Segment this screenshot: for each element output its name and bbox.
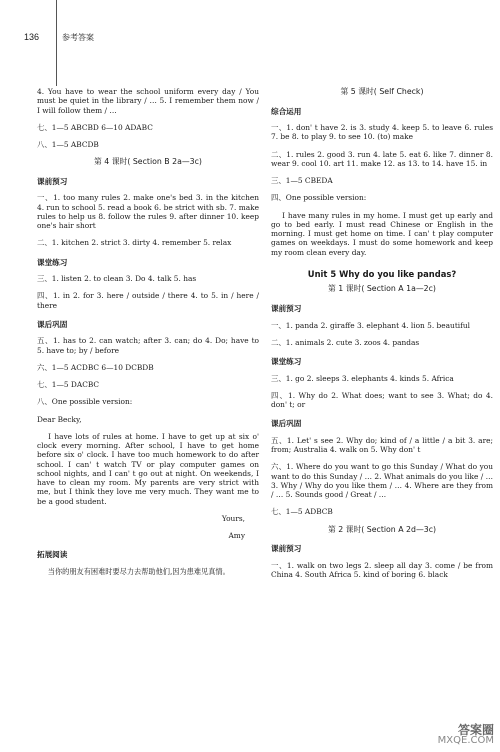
sample-essay: I have many rules in my home. I must get up early and go to bed early. I must read Chinese or English in the morning. I must get home on time. I can' t play computer games on weekdays. I must do some homework and keep my room clean every day. [271, 210, 493, 257]
answer-line: 4. You have to wear the school uniform every day / You must be quiet in the library / … 5. I remember them now / I will follow them / … [37, 87, 259, 115]
lesson-title: 第 1 课时( Section A 1a—2c) [328, 284, 436, 294]
section-heading: 拓展阅读 [37, 550, 68, 560]
answer-line: 六、1. Where do you want to go this Sunday / What do you want to do this Sunday / … 2. What animals do you like / … 3. Why / Why do you like them / … 4. Where are they from / … 5. Sounds good / Great / … [271, 462, 493, 500]
section-heading: 课堂练习 [271, 357, 302, 367]
answer-line: 三、1. listen 2. to clean 3. Do 4. talk 5. has [37, 274, 197, 284]
answer-line: 一、1. don' t have 2. is 3. study 4. keep 5. to leave 6. rules 7. be 8. to play 9. to see 10. (to) make [271, 123, 493, 142]
letter-closing: Yours, [221, 513, 245, 523]
lesson-title: 第 2 课时( Section A 2d—3c) [327, 524, 437, 534]
answer-line: 二、1. rules 2. good 3. run 4. late 5. eat 6. like 7. dinner 8. wear 9. cool 10. art 11. make 12. as 13. to 14. have 15. in [271, 149, 493, 168]
lesson-title: 第 5 课时( Self Check) [340, 87, 424, 96]
unit-title: Unit 5 Why do you like pandas? [307, 268, 457, 279]
lesson-title: 第 4 课时( Section B 2a—3c) [94, 157, 202, 167]
answer-line: 三、1. go 2. sleeps 3. elephants 4. kinds 5. Africa [271, 373, 454, 383]
letter-signature: Amy [228, 531, 245, 541]
answer-line: 七、1—5 ADBCB [271, 507, 333, 517]
answer-line: 二、1. kitchen 2. strict 3. dirty 4. remember 5. relax [37, 238, 232, 248]
answer-line: 五、1. has to 2. can watch; after 3. can; do 4. Do; have to 5. have to; by / before [37, 336, 259, 355]
watermark-url: MXQE.COM [437, 735, 494, 746]
answer-line: 一、1. walk on two legs 2. sleep all day 3. come / be from China 4. South Africa 5. kind of boring 6. black [271, 560, 493, 580]
section-heading: 课后巩固 [37, 319, 68, 329]
section-heading: 课前预习 [271, 304, 302, 314]
page-header [24, 32, 484, 52]
answer-line: 四、1. in 2. for 3. here / outside / there 4. to 5. in / here / there [37, 291, 259, 310]
header-divider [56, 0, 57, 86]
watermark [438, 724, 494, 746]
page-number: 136 [24, 32, 40, 42]
section-heading: 课前预习 [37, 176, 68, 186]
reading-answer: 当你的朋友有困难时要尽力去帮助他们,因为患难见真情。 [47, 566, 230, 576]
answer-line: 八、1—5 ABCDB [37, 140, 99, 149]
answer-line: 四、One possible version: [271, 193, 367, 203]
answer-line: 六、1—5 ACDBC 6—10 DCBDB [37, 362, 154, 372]
right-column [271, 87, 493, 587]
section-heading: 课后巩固 [271, 419, 302, 429]
letter-salutation: Dear Becky, [37, 414, 82, 424]
watermark-logo-text: 答案圈 [457, 723, 494, 737]
left-column [37, 87, 259, 584]
answer-line: 一、1. panda 2. giraffe 3. elephant 4. lion 5. beautiful [271, 320, 471, 330]
header-title: 参考答案 [62, 33, 94, 42]
section-heading: 课前预习 [271, 544, 302, 554]
answer-line: 五、1. Let' s see 2. Why do; kind of / a little / a bit 3. are; from; Australia 4. walk on 5. Why don' t [271, 435, 493, 455]
answer-line: 三、1—5 CBEDA [271, 176, 333, 186]
answer-line: 四、1. Why do 2. What does; want to see 3. What; do 4. don' t; or [271, 390, 493, 410]
section-heading: 综合运用 [271, 106, 302, 116]
section-heading: 课堂练习 [37, 257, 68, 267]
answer-line: 二、1. animals 2. cute 3. zoos 4. pandas [271, 337, 420, 347]
letter-body: I have lots of rules at home. I have to get up at six o' clock every morning. After school, I have to get home before six o' clock. I have too much homework to do after school. I can' t watch TV or play computer games on school nights, and I can' t go out at night. On weekends, I have to clean my room. My parents are very strict with me, but I think they love me very much. They want me to be a good student. [37, 431, 259, 506]
answer-line: 七、1—5 DACBC [37, 380, 100, 390]
answer-line: 一、1. too many rules 2. make one's bed 3. in the kitchen 4. run to school 5. read a book 6. be strict with sb. 7. make rules to help us 8. follow the rules 9. after dinner 10. keep one's hair short [37, 193, 259, 231]
answer-line: 八、One possible version: [37, 397, 133, 407]
answer-line: 七、1—5 ABCBD 6—10 ADABC [37, 122, 153, 132]
